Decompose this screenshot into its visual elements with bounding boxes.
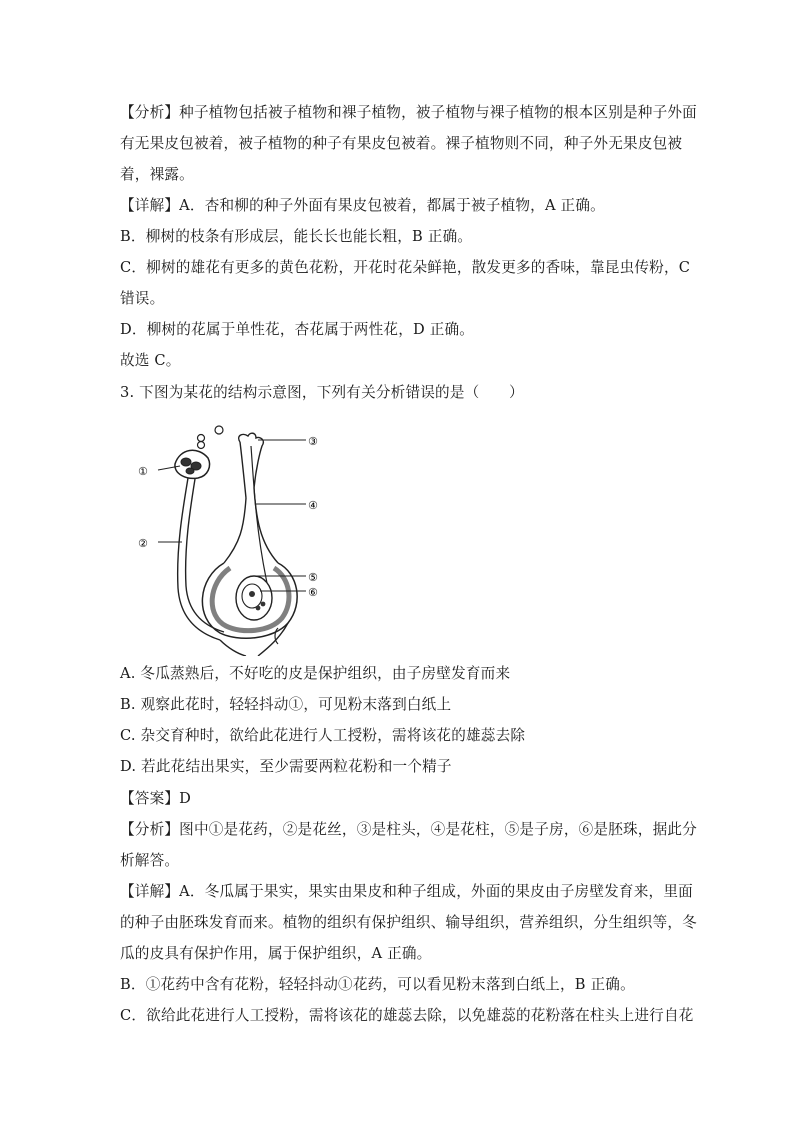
detail-line: C．欲给此花进行人工授粉，需将该花的雄蕊去除，以免雄蕊的花粉落在柱头上进行自花 bbox=[120, 1007, 694, 1024]
question-stem: 3. 下图为某花的结构示意图，下列有关分析错误的是（ ） bbox=[120, 384, 524, 401]
text-line: 有无果皮包被着，被子植物的种子有果皮包被着。裸子植物则不同，种子外无果皮包被 bbox=[120, 135, 683, 152]
analysis-line: 【分析】图中①是花药，②是花丝，③是柱头，④是花柱，⑤是子房，⑥是胚珠，据此分 bbox=[120, 821, 697, 838]
text-line: B．柳树的枝条有形成层，能长长也能长粗，B 正确。 bbox=[120, 228, 473, 245]
label-4: ④ bbox=[308, 499, 318, 512]
answer-line: 【答案】D bbox=[120, 790, 192, 807]
analysis-line: 析解答。 bbox=[120, 852, 180, 869]
text-line: D．柳树的花属于单性花，杏花属于两性花，D 正确。 bbox=[120, 321, 475, 338]
receptacle bbox=[220, 640, 246, 656]
pollen-grain bbox=[215, 426, 223, 434]
detail-line: 的种子由胚珠发育而来。植物的组织有保护组织、输导组织，营养组织，分生组织等，冬 bbox=[120, 914, 697, 931]
label-3: ③ bbox=[308, 435, 318, 448]
flower-structure-diagram bbox=[128, 418, 338, 656]
pollen-grain bbox=[198, 442, 205, 449]
style bbox=[224, 498, 246, 563]
label-1: ① bbox=[138, 465, 148, 478]
label-6: ⑥ bbox=[308, 586, 318, 599]
text-line: C．柳树的雄花有更多的黄色花粉，开花时花朵鲜艳，散发更多的香味，靠昆虫传粉，C bbox=[120, 259, 691, 276]
label-2: ② bbox=[138, 537, 148, 550]
text-line: 【分析】种子植物包括被子植物和裸子植物，被子植物与裸子植物的根本区别是种子外面 bbox=[120, 104, 697, 121]
text-line: 错误。 bbox=[120, 290, 165, 307]
text-line: 【详解】A．杏和柳的种子外面有果皮包被着，都属于被子植物，A 正确。 bbox=[120, 197, 605, 214]
option-a: A. 冬瓜蒸熟后，不好吃的皮是保护组织，由子房壁发育而来 bbox=[120, 665, 511, 682]
detail-line: 【详解】A．冬瓜属于果实，果实由果皮和种子组成，外面的果皮由子房壁发育来，里面 bbox=[120, 883, 693, 900]
option-d: D. 若此花结出果实，至少需要两粒花粉和一个精子 bbox=[120, 758, 452, 775]
text-line: 故选 C。 bbox=[120, 352, 181, 369]
option-b: B. 观察此花时，轻轻抖动①，可见粉末落到白纸上 bbox=[120, 696, 452, 713]
pollen-grain bbox=[198, 435, 205, 442]
option-c: C. 杂交育种时，欲给此花进行人工授粉，需将该花的雄蕊去除 bbox=[120, 727, 526, 744]
detail-line: B．①花药中含有花粉，轻轻抖动①花药，可以看见粉末落到白纸上，B 正确。 bbox=[120, 976, 635, 993]
label-5: ⑤ bbox=[308, 571, 318, 584]
text-line: 着，裸露。 bbox=[120, 166, 194, 183]
detail-line: 瓜的皮具有保护作用，属于保护组织，A 正确。 bbox=[120, 945, 432, 962]
